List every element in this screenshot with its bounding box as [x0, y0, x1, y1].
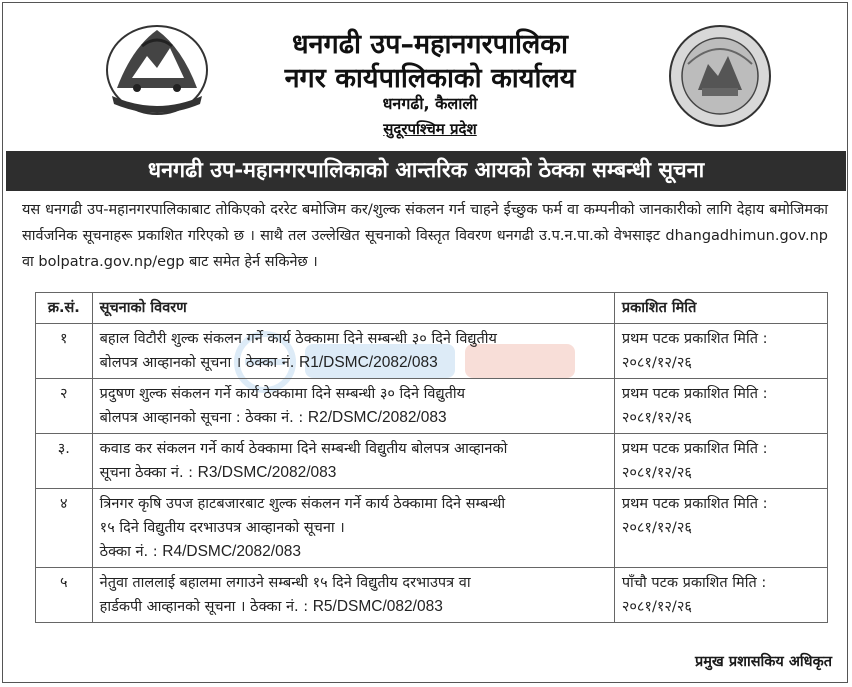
row-sn: ३. [36, 434, 93, 489]
row-sn: ५ [36, 568, 93, 623]
intro-paragraph: यस धनगढी उप-महानगरपालिकाबाट तोकिएको दररेट बमोजिम कर/शुल्क संकलन गर्न चाहने ईच्छुक फर्म वा कम्पनीको जानकारीको लागि देहाय बमोजिमका सार्वजनिक सूचनाहरू प्रकाशित गरिएको छ । साथै तल उल्लेखित सूचनाको विस्तृत विवरण धनगढी उ.प.न.पा.को वेभसाइट dhangadhimun.gov.np वा bolpatra.gov.np/egp बाट समेत हेर्न सकिनेछ । [22, 202, 828, 270]
row-description-text: नेतुवा ताललाई बहालमा लगाउने सम्बन्धी १५ दिने विद्युतीय दरभाउपत्र वा हार्डकपी आव्हानको सूचना । ठेक्का नं. : R5/DSMC/082/083 [99, 575, 471, 615]
header-date: प्रकाशित मिति [614, 293, 827, 324]
tender-number: R3/DSMC/2082/083 [197, 464, 337, 481]
row-description-text: बहाल विटौरी शुल्क संकलन गर्ने कार्य ठेक्कामा दिने सम्बन्धी ३० दिने विद्युतीय बोलपत्र आव्हानको सूचना । ठेक्का नं. R1/DSMC/2082/083 [99, 331, 497, 371]
row-date [614, 434, 827, 489]
tender-number: R4/DSMC/2082/083 [162, 543, 301, 560]
table-row [36, 434, 828, 489]
date-label: प्रथम पटक प्रकाशित मिति : [621, 496, 768, 512]
letterhead [0, 0, 852, 148]
date-label: प्रथम पटक प्रकाशित मिति : [621, 331, 768, 347]
notice-title-banner: धनगढी उप-महानगरपालिकाको आन्तरिक आयको ठेक्का सम्बन्धी सूचना [6, 151, 846, 191]
tender-number: R1/DSMC/2082/083 [299, 354, 438, 371]
table-row [36, 568, 828, 623]
date-value: २०८१/१२/२६ [621, 599, 692, 615]
tender-number: R5/DSMC/082/083 [312, 598, 443, 615]
row-description [92, 379, 614, 434]
table-header-row [36, 293, 828, 324]
org-location: धनगढी, कैलाली [382, 94, 478, 113]
table-row [36, 489, 828, 568]
row-date [614, 379, 827, 434]
date-label: पाँचौ पटक प्रकाशित मिति : [621, 575, 767, 591]
row-description-text: कवाड कर संकलन गर्ने कार्य ठेक्कामा दिने सम्बन्धी विद्युतीय बोलपत्र आव्हानको सूचना ठेक्का नं. : R3/DSMC/2082/083 [99, 441, 508, 481]
row-date [614, 489, 827, 568]
row-date [614, 324, 827, 379]
table-row [36, 324, 828, 379]
dhangadhi-municipality-seal-icon [668, 24, 772, 128]
nepal-government-emblem-icon [102, 18, 212, 118]
row-sn: २ [36, 379, 93, 434]
date-label: प्रथम पटक प्रकाशित मिति : [621, 386, 768, 402]
row-description [92, 489, 614, 568]
row-sn: १ [36, 324, 93, 379]
row-description-text: प्रदुषण शुल्क संकलन गर्ने कार्य ठेक्कामा दिने सम्बन्धी ३० दिने विद्युतीय बोलपत्र आव्हानको सूचना : ठेक्का नं. : R2/DSMC/2082/083 [99, 386, 466, 426]
org-province: सुदूरपश्चिम प्रदेश [383, 120, 477, 138]
date-value: २०८१/१२/२६ [621, 520, 692, 536]
signatory-title: प्रमुख प्रशासकिय अधिकृत [695, 654, 832, 670]
row-description [92, 568, 614, 623]
row-description [92, 324, 614, 379]
header-sn: क्र.सं. [36, 293, 93, 324]
row-date [614, 568, 827, 623]
header-description: सूचनाको विवरण [92, 293, 614, 324]
date-label: प्रथम पटक प्रकाशित मिति : [621, 441, 768, 457]
date-value: २०८१/१२/२६ [621, 410, 692, 426]
row-description [92, 434, 614, 489]
date-value: २०८१/१२/२६ [621, 355, 692, 371]
date-value: २०८१/१२/२६ [621, 465, 692, 481]
org-name-line2: नगर कार्यपालिकाको कार्यालय [284, 63, 576, 94]
tender-number: R2/DSMC/2082/083 [307, 409, 447, 426]
row-description-text: त्रिनगर कृषि उपज हाटबजारबाट शुल्क संकलन गर्ने कार्य ठेक्कामा दिने सम्बन्धी १५ दिने विद्युतीय दरभाउपत्र आव्हानको सूचना । ठेक्का नं. : R4/DSMC/2082/083 [99, 496, 506, 560]
row-sn: ४ [36, 489, 93, 568]
notices-table [35, 292, 828, 623]
org-name-line1: धनगढी उप–महानगरपालिका [291, 29, 569, 60]
table-row [36, 379, 828, 434]
